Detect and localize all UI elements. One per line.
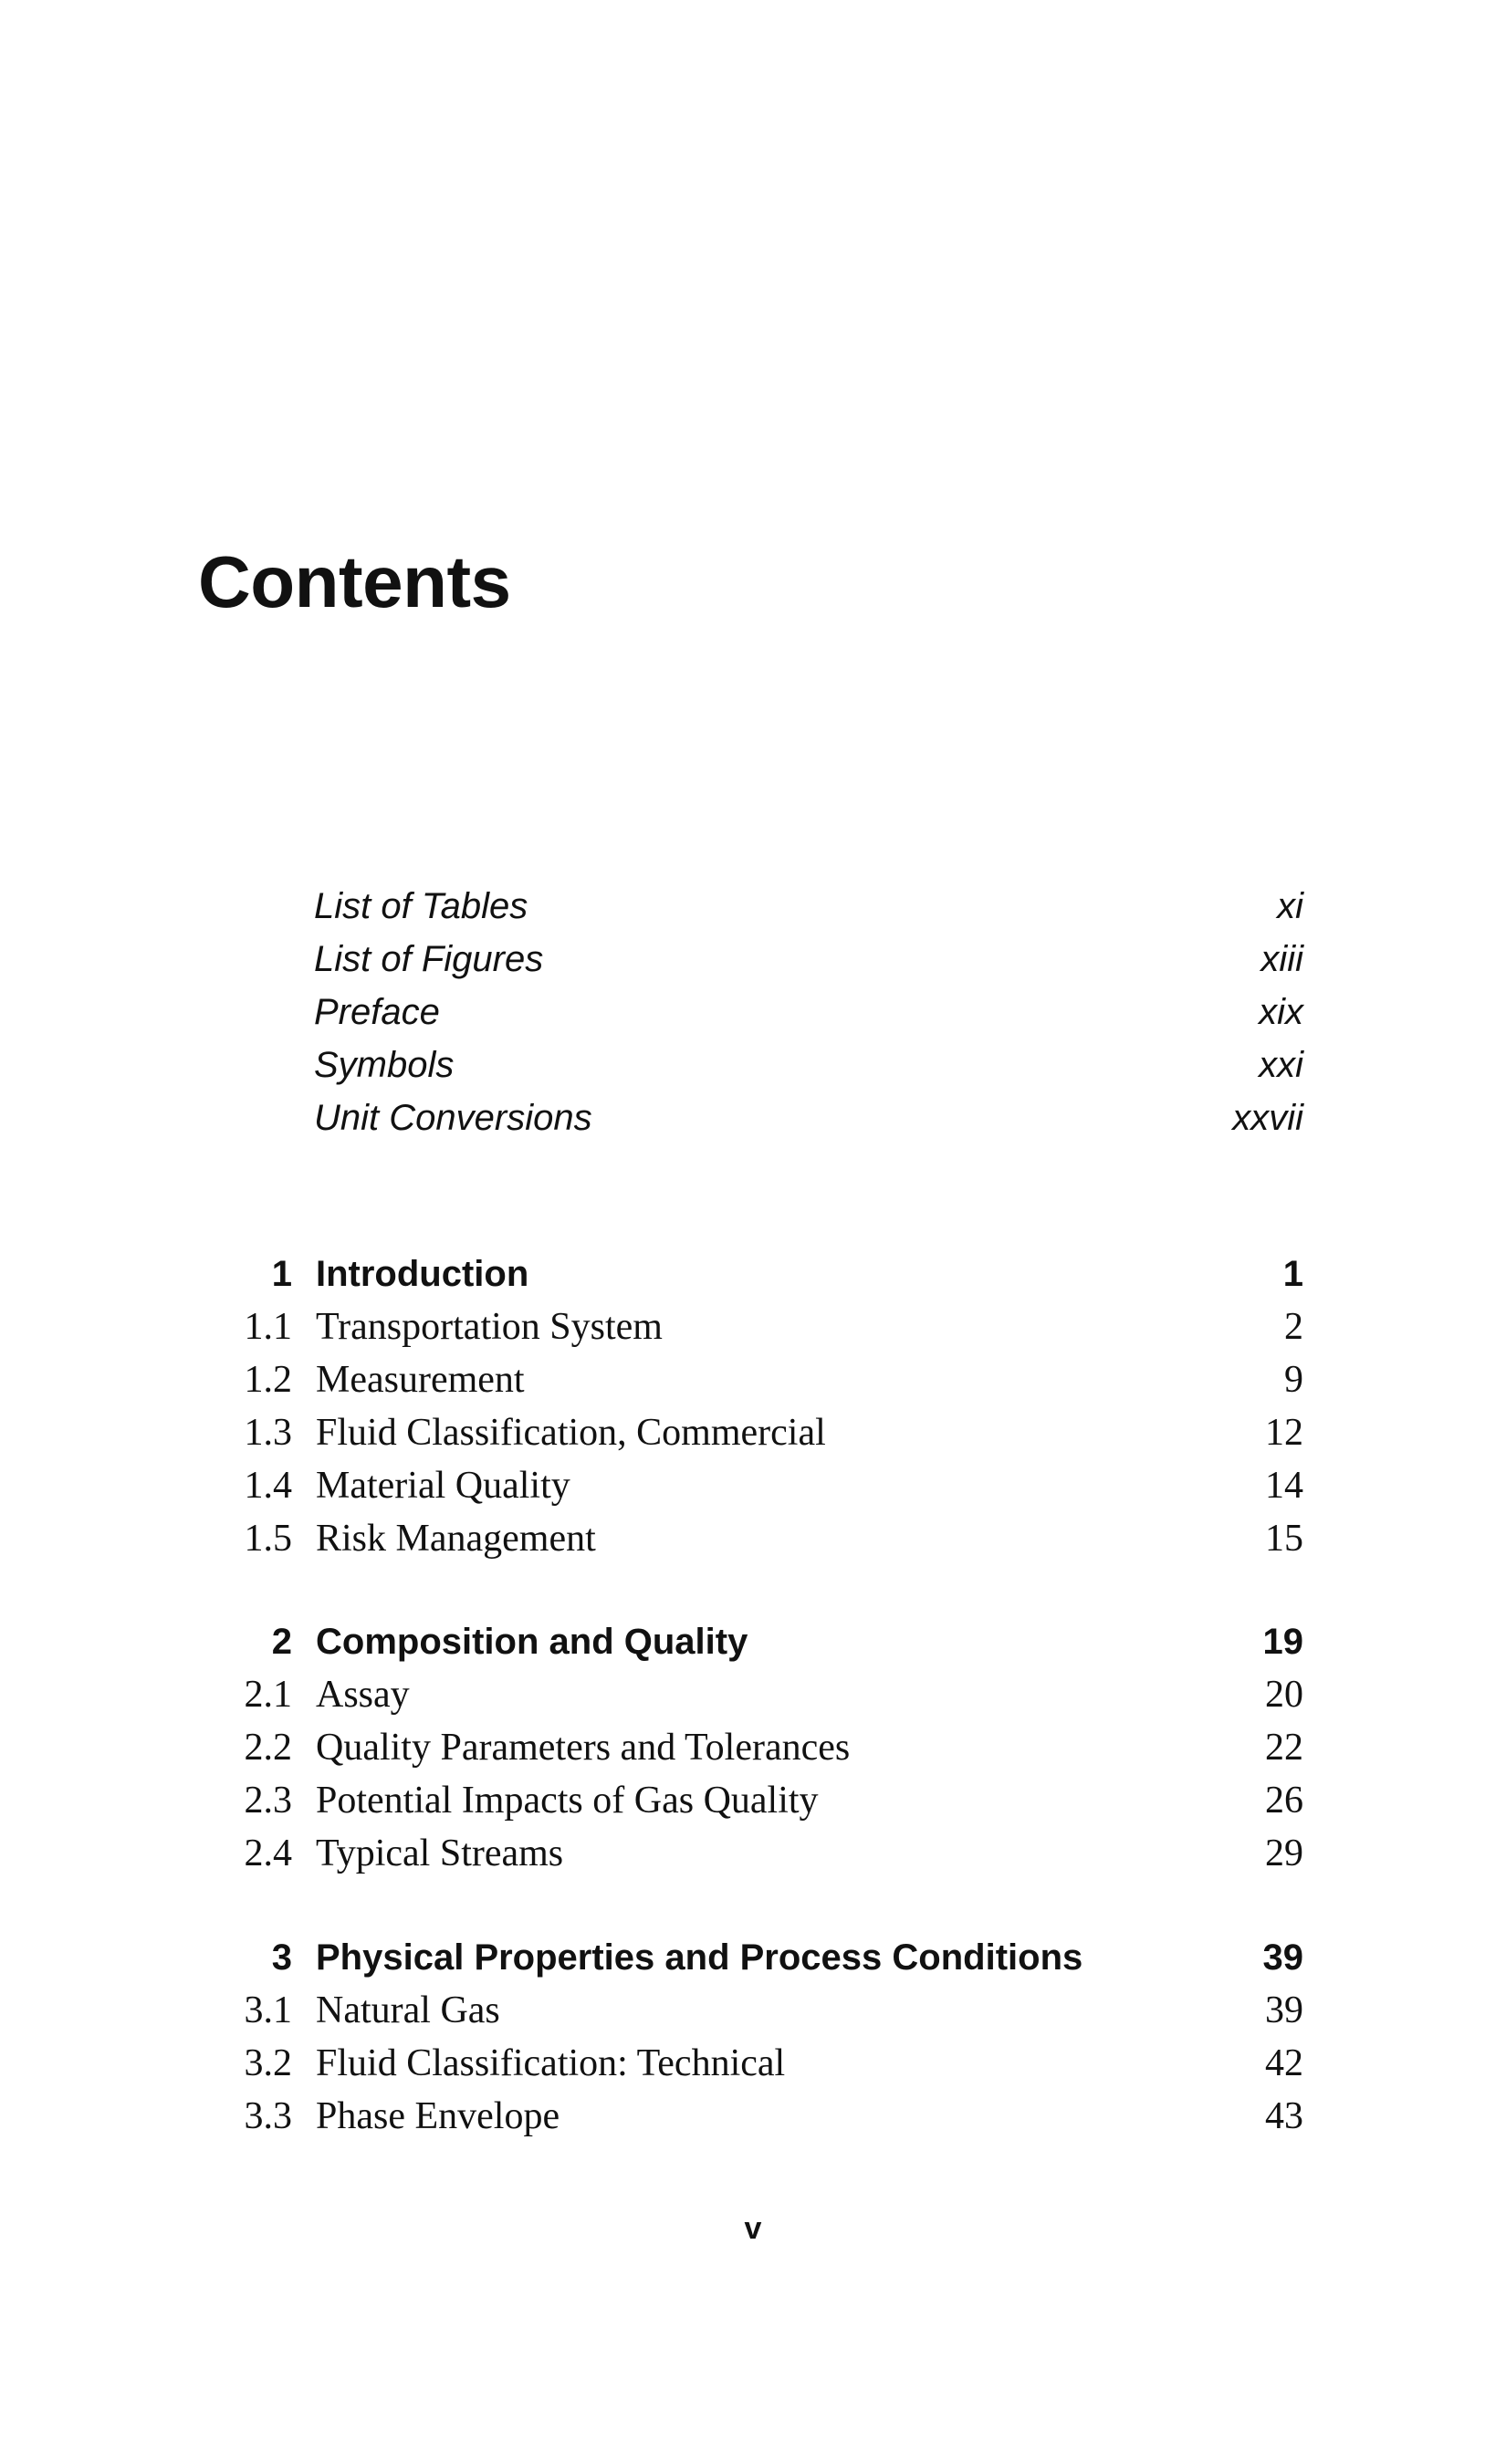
section-page: 14	[1265, 1465, 1303, 1507]
front-matter-entry[interactable]	[0, 1091, 1506, 1144]
chapter-2-group	[0, 1615, 1506, 1880]
section-title: Quality Parameters and Tolerances	[316, 1727, 851, 1769]
entry-page: xiii	[1260, 939, 1303, 979]
section-number: 1.1	[244, 1306, 292, 1348]
entry-page: xxi	[1259, 1045, 1303, 1085]
chapter-entry[interactable]	[0, 1615, 1506, 1668]
entry-title: Symbols	[314, 1045, 455, 1085]
chapter-page: 19	[1262, 1622, 1303, 1662]
section-title: Typical Streams	[316, 1832, 564, 1874]
section-title: Measurement	[316, 1359, 525, 1401]
chapter-number: 2	[271, 1622, 292, 1662]
front-matter-entry[interactable]	[0, 933, 1506, 986]
entry-page: xxvii	[1232, 1098, 1303, 1138]
section-entry[interactable]	[0, 1459, 1506, 1512]
chapter-number: 3	[271, 1937, 292, 1978]
section-number: 2.1	[244, 1674, 292, 1716]
chapter-1-group	[0, 1248, 1506, 1565]
chapter-entry[interactable]	[0, 1931, 1506, 1984]
chapter-page: 1	[1282, 1254, 1303, 1294]
section-entry[interactable]	[0, 1774, 1506, 1827]
chapter-3-group	[0, 1931, 1506, 2143]
section-number: 1.3	[244, 1412, 292, 1454]
section-number: 1.5	[244, 1518, 292, 1560]
section-page: 12	[1265, 1412, 1303, 1454]
section-page: 22	[1265, 1727, 1303, 1769]
entry-page: xi	[1277, 886, 1303, 926]
section-page: 43	[1265, 2095, 1303, 2137]
section-title: Material Quality	[316, 1465, 570, 1507]
section-title: Potential Impacts of Gas Quality	[316, 1780, 819, 1822]
section-page: 9	[1284, 1359, 1303, 1401]
section-entry[interactable]	[0, 2037, 1506, 2090]
section-number: 2.3	[244, 1780, 292, 1822]
page-title: Contents	[198, 541, 511, 622]
chapter-title: Introduction	[316, 1254, 529, 1294]
section-title: Natural Gas	[316, 1989, 500, 2031]
front-matter-entry[interactable]	[0, 880, 1506, 933]
section-page: 29	[1265, 1832, 1303, 1874]
entry-title: List of Figures	[314, 939, 544, 979]
section-entry[interactable]	[0, 1721, 1506, 1774]
section-number: 3.3	[244, 2095, 292, 2137]
section-page: 26	[1265, 1780, 1303, 1822]
section-number: 1.2	[244, 1359, 292, 1401]
section-page: 42	[1265, 2042, 1303, 2084]
section-title: Fluid Classification, Commercial	[316, 1412, 826, 1454]
front-matter-list	[0, 880, 1506, 1144]
entry-title: Unit Conversions	[314, 1098, 592, 1138]
section-entry[interactable]	[0, 1984, 1506, 2037]
section-entry[interactable]	[0, 1300, 1506, 1353]
section-number: 3.1	[244, 1989, 292, 2031]
section-page: 15	[1265, 1518, 1303, 1560]
section-entry[interactable]	[0, 1668, 1506, 1721]
section-number: 2.4	[244, 1832, 292, 1874]
entry-title: List of Tables	[314, 886, 528, 926]
section-number: 2.2	[244, 1727, 292, 1769]
section-title: Transportation System	[316, 1306, 663, 1348]
section-entry[interactable]	[0, 2090, 1506, 2143]
section-entry[interactable]	[0, 1406, 1506, 1459]
section-title: Assay	[316, 1674, 410, 1716]
section-number: 1.4	[244, 1465, 292, 1507]
entry-title: Preface	[314, 992, 440, 1032]
page-number: v	[744, 2211, 762, 2246]
section-title: Fluid Classification: Technical	[316, 2042, 786, 2084]
chapter-page: 39	[1262, 1937, 1303, 1978]
section-number: 3.2	[244, 2042, 292, 2084]
chapter-title: Physical Properties and Process Conditions	[316, 1937, 1083, 1978]
chapter-title: Composition and Quality	[316, 1622, 748, 1662]
front-matter-entry[interactable]	[0, 986, 1506, 1039]
front-matter-entry[interactable]	[0, 1039, 1506, 1091]
section-title: Phase Envelope	[316, 2095, 560, 2137]
chapter-number: 1	[271, 1254, 292, 1294]
section-page: 39	[1265, 1989, 1303, 2031]
section-entry[interactable]	[0, 1827, 1506, 1880]
entry-page: xix	[1259, 992, 1303, 1032]
section-page: 2	[1284, 1306, 1303, 1348]
chapter-entry[interactable]	[0, 1248, 1506, 1300]
section-entry[interactable]	[0, 1512, 1506, 1565]
section-page: 20	[1265, 1674, 1303, 1716]
section-title: Risk Management	[316, 1518, 596, 1560]
section-entry[interactable]	[0, 1353, 1506, 1406]
